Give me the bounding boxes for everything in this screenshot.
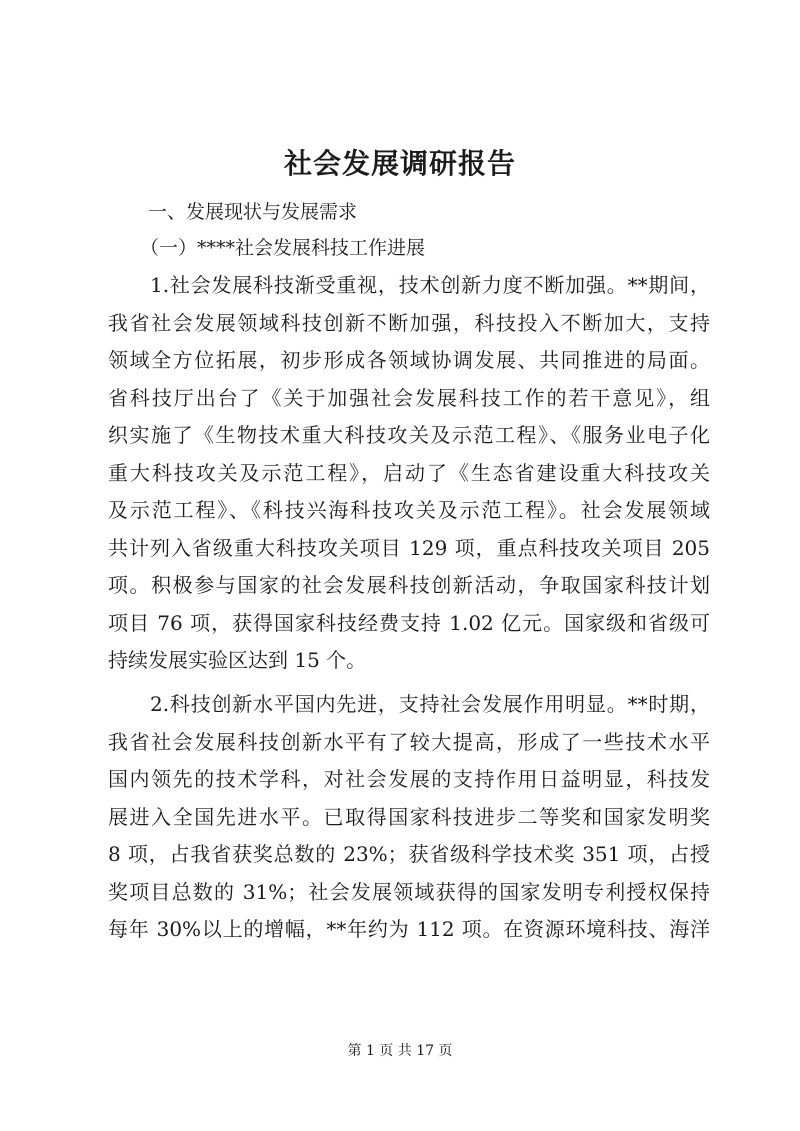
text-line: 每年 30%以上的增幅，**年约为 112 项。在资源环境科技、海洋 [108, 917, 710, 941]
text-line: 展进入全国先进水平。已取得国家科技进步二等奖和国家发明奖 [108, 804, 710, 829]
text-line: 织实施了《生物技术重大科技攻关及示范工程》、《服务业电子化 [108, 423, 710, 447]
page-number-footer: 第 1 页 共 17 页 [347, 1043, 453, 1059]
text-line: 我省社会发展科技创新水平有了较大提高，形成了一些技术水平 [108, 729, 710, 754]
text-line: 持续发展实验区达到 15 个。 [108, 648, 367, 672]
text-line: 奖项目总数的 31%；社会发展领域获得的国家发明专利授权保持 [108, 879, 710, 904]
text-line: 项。积极参与国家的社会发展科技创新活动，争取国家科技计划 [108, 573, 710, 597]
text-line: 我省社会发展领域科技创新不断加强，科技投入不断加大，支持 [108, 310, 710, 335]
text-line: 国内领先的技术学科，对社会发展的支持作用日益明显，科技发 [108, 767, 710, 791]
section-heading: 一、发展现状与发展需求 [148, 201, 358, 223]
text-line: 2.科技创新水平国内先进，支持社会发展作用明显。**时期， [150, 692, 710, 716]
text-line: 省科技厅出台了《关于加强社会发展科技工作的若干意见》，组 [108, 385, 710, 410]
text-line: 项目 76 项，获得国家科技经费支持 1.02 亿元。国家级和省级可 [108, 610, 710, 635]
text-line: 共计列入省级重大科技攻关项目 129 项，重点科技攻关项目 205 [108, 535, 710, 560]
text-line: 重大科技攻关及示范工程》，启动了《生态省建设重大科技攻关 [108, 460, 710, 485]
paragraph-1 [108, 267, 710, 680]
text-line: 1.社会发展科技渐受重视，技术创新力度不断加强。**期间， [150, 273, 710, 297]
text-line: 领域全方位拓展，初步形成各领域协调发展、共同推进的局面。 [108, 348, 710, 372]
text-line: 及示范工程》、《科技兴海科技攻关及示范工程》。社会发展领域 [108, 498, 710, 522]
text-line: 8 项，占我省获奖总数的 23%；获省级科学技术奖 351 项，占授 [108, 842, 710, 866]
paragraph-2 [108, 686, 710, 949]
subsection-heading: （一）****社会发展科技工作进展 [140, 237, 426, 259]
document-title: 社会发展调研报告 [283, 147, 516, 180]
